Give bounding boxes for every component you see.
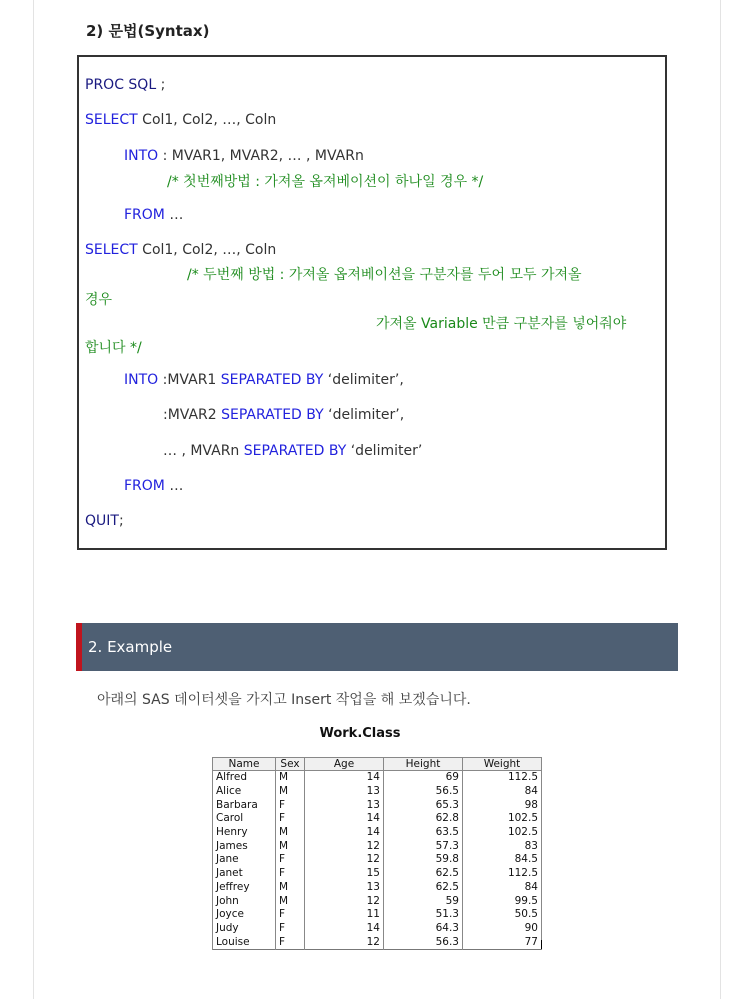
cell-name: James (213, 839, 276, 853)
table-row (213, 922, 542, 936)
cell-sex: F (276, 853, 305, 867)
cell-sex: F (276, 935, 305, 949)
keyword-select: SELECT (85, 112, 138, 128)
code-text: ‘delimiter’, (323, 372, 404, 388)
cell-weight: 90 (463, 922, 542, 936)
code-line-select-2 (85, 242, 276, 258)
code-comment-cont-3: 합니다 */ (85, 340, 142, 356)
cell-sex: F (276, 812, 305, 826)
cell-sex: M (276, 771, 305, 785)
cell-height: 57.3 (384, 839, 463, 853)
text-cursor (541, 940, 542, 949)
cell-weight: 77 (463, 935, 542, 949)
cell-age: 11 (305, 908, 384, 922)
cell-height: 62.8 (384, 812, 463, 826)
cell-age: 12 (305, 839, 384, 853)
code-line-from-2 (124, 478, 183, 494)
code-comment-cont-1: 경우 (85, 292, 113, 308)
keyword-from: FROM (124, 207, 165, 223)
cell-height: 65.3 (384, 798, 463, 812)
cell-age: 12 (305, 853, 384, 867)
cell-age: 13 (305, 785, 384, 799)
cell-name: Alfred (213, 771, 276, 785)
cell-weight: 112.5 (463, 867, 542, 881)
keyword-select: SELECT (85, 242, 138, 258)
cell-height: 59 (384, 894, 463, 908)
cell-weight: 102.5 (463, 826, 542, 840)
cell-name: Joyce (213, 908, 276, 922)
cell-age: 12 (305, 894, 384, 908)
cell-height: 56.5 (384, 785, 463, 799)
syntax-subheading: 2) 문법(Syntax) (86, 22, 210, 40)
page-border-left (33, 0, 34, 999)
cell-sex: M (276, 839, 305, 853)
code-line-mvarn (163, 443, 422, 459)
table-row (213, 812, 542, 826)
cell-name: John (213, 894, 276, 908)
table-row (213, 908, 542, 922)
cell-name: Janet (213, 867, 276, 881)
code-comment-cont-2: 가져올 Variable 만큼 구분자를 넣어줘야 (376, 316, 627, 332)
cell-age: 12 (305, 935, 384, 949)
table-row (213, 935, 542, 949)
keyword-separated-by: SEPARATED BY (221, 407, 324, 423)
code-text: :MVAR2 (163, 407, 222, 423)
table-row (213, 867, 542, 881)
cell-weight: 50.5 (463, 908, 542, 922)
example-section-header (76, 623, 678, 671)
table-header-row (213, 758, 542, 771)
cell-name: Judy (213, 922, 276, 936)
cell-age: 15 (305, 867, 384, 881)
code-text: Col1, Col2, …, Coln (137, 112, 277, 128)
cell-sex: M (276, 881, 305, 895)
cell-weight: 99.5 (463, 894, 542, 908)
cell-weight: 112.5 (463, 771, 542, 785)
code-text: Col1, Col2, …, Coln (137, 242, 277, 258)
cell-sex: M (276, 826, 305, 840)
cell-age: 14 (305, 922, 384, 936)
code-line-quit (85, 513, 124, 529)
page-border-right (720, 0, 721, 999)
cell-name: Alice (213, 785, 276, 799)
cell-sex: F (276, 908, 305, 922)
code-text: … (164, 207, 184, 223)
table-row (213, 826, 542, 840)
cell-height: 59.8 (384, 853, 463, 867)
code-text: : MVAR1, MVAR2, … , MVARn (158, 148, 364, 164)
section-title: 2. Example (88, 638, 173, 656)
code-comment-second-method: /* 두번째 방법 : 가져올 옵져베이션을 구분자를 두어 모두 가져올 (187, 267, 582, 283)
cell-age: 14 (305, 812, 384, 826)
table-row (213, 881, 542, 895)
code-text: ‘delimiter’, (323, 407, 405, 423)
cell-sex: F (276, 867, 305, 881)
keyword-from: FROM (124, 478, 165, 494)
code-text: … (164, 478, 184, 494)
code-text: ‘delimiter’ (346, 443, 423, 459)
cell-weight: 83 (463, 839, 542, 853)
code-line-mvar2 (163, 407, 404, 423)
cell-weight: 84 (463, 881, 542, 895)
code-comment-first-method: /* 첫번째방법 : 가져올 옵져베이션이 하나일 경우 */ (167, 174, 484, 190)
table-row (213, 853, 542, 867)
keyword-proc-sql: PROC SQL (85, 77, 157, 93)
header-weight[interactable]: Weight (463, 758, 542, 771)
cell-name: Louise (213, 935, 276, 949)
header-height[interactable]: Height (384, 758, 463, 771)
code-text: … , MVARn (163, 443, 244, 459)
cell-height: 62.5 (384, 867, 463, 881)
keyword-separated-by: SEPARATED BY (220, 372, 324, 388)
header-name[interactable]: Name (213, 758, 276, 771)
cell-height: 62.5 (384, 881, 463, 895)
cell-age: 14 (305, 771, 384, 785)
cell-height: 63.5 (384, 826, 463, 840)
code-line-select-1 (85, 112, 276, 128)
cell-age: 14 (305, 826, 384, 840)
code-line-from-1 (124, 207, 183, 223)
intro-text: 아래의 SAS 데이터셋을 가지고 Insert 작업을 해 보겠습니다. (97, 692, 471, 708)
header-age[interactable]: Age (305, 758, 384, 771)
cell-name: Jeffrey (213, 881, 276, 895)
table-row (213, 798, 542, 812)
cell-name: Barbara (213, 798, 276, 812)
keyword-separated-by: SEPARATED BY (243, 443, 347, 459)
cell-height: 51.3 (384, 908, 463, 922)
table-row (213, 785, 542, 799)
cell-name: Henry (213, 826, 276, 840)
code-line-proc-sql (85, 77, 165, 93)
cell-height: 56.3 (384, 935, 463, 949)
cell-sex: M (276, 785, 305, 799)
cell-sex: M (276, 894, 305, 908)
cell-weight: 102.5 (463, 812, 542, 826)
code-text: ; (118, 513, 124, 529)
code-text: ; (156, 77, 166, 93)
keyword-into: INTO (124, 148, 159, 164)
table-row (213, 771, 542, 785)
class-data-table (212, 757, 542, 950)
cell-weight: 98 (463, 798, 542, 812)
code-line-into-2 (124, 372, 404, 388)
syntax-code-box (77, 55, 667, 550)
code-line-into-1 (124, 148, 364, 164)
cell-age: 13 (305, 798, 384, 812)
cell-weight: 84.5 (463, 853, 542, 867)
cell-sex: F (276, 798, 305, 812)
code-text: :MVAR1 (158, 372, 221, 388)
table-row (213, 839, 542, 853)
cell-name: Carol (213, 812, 276, 826)
cell-sex: F (276, 922, 305, 936)
table-title: Work.Class (319, 726, 401, 741)
cell-height: 69 (384, 771, 463, 785)
table-row (213, 894, 542, 908)
cell-age: 13 (305, 881, 384, 895)
cell-weight: 84 (463, 785, 542, 799)
header-sex[interactable]: Sex (276, 758, 305, 771)
keyword-quit: QUIT (85, 513, 119, 529)
keyword-into: INTO (124, 372, 159, 388)
cell-name: Jane (213, 853, 276, 867)
cell-height: 64.3 (384, 922, 463, 936)
